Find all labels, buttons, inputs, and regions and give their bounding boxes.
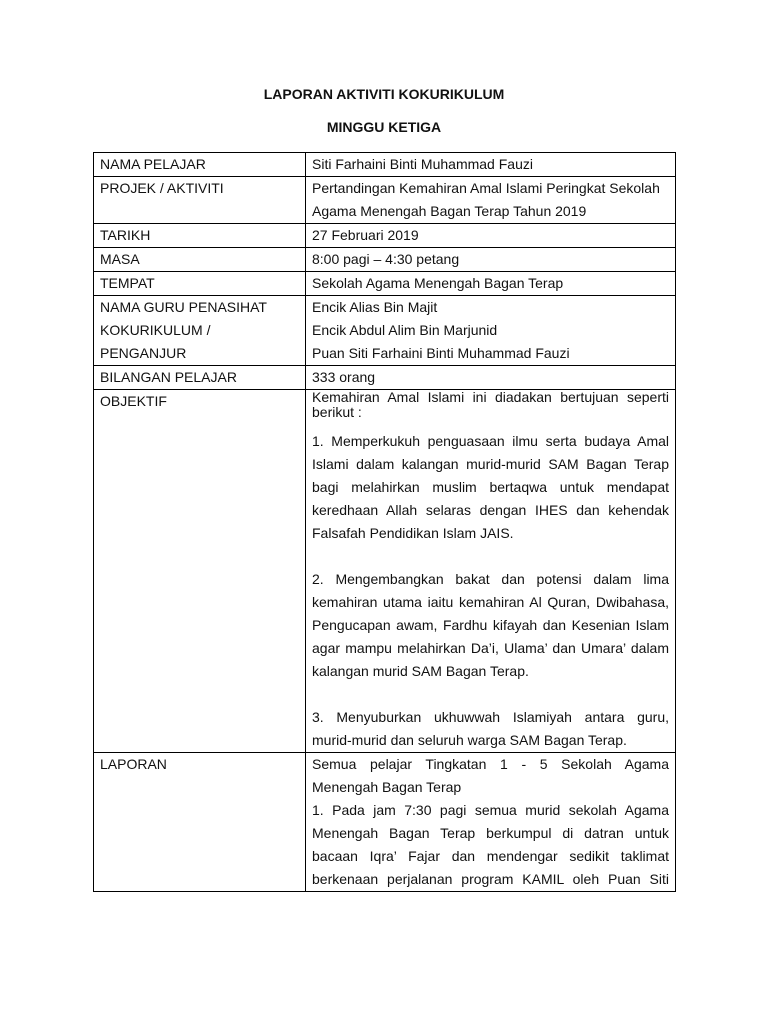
objektif-point-3	[312, 706, 669, 752]
value-tarikh: 27 Februari 2019	[306, 224, 676, 248]
label-bilangan: BILANGAN PELAJAR	[94, 366, 306, 390]
objektif-line: kemahiran utama iaitu kemahiran Al Quran, Dwibahasa,	[312, 594, 669, 610]
row-guru	[94, 296, 676, 366]
guru-name: Puan Siti Farhaini Binti Muhammad Fauzi	[312, 345, 570, 361]
page-subtitle: MINGGU KETIGA	[326, 119, 442, 135]
guru-label-line: NAMA GURU PENASIHAT	[100, 299, 267, 315]
objektif-line: murid-murid dan seluruh warga SAM Bagan Terap.	[312, 732, 627, 748]
spacer	[312, 545, 669, 568]
laporan-line: bacaan Iqra’ Fajar dan mendengar sedikit taklimat	[312, 848, 669, 864]
row-nama-pelajar	[94, 153, 676, 177]
laporan-line: Menengah Bagan Terap	[312, 779, 462, 795]
row-tempat	[94, 272, 676, 296]
objektif-line: Islami dalam kalangan murid-murid SAM Bagan Terap	[312, 456, 669, 472]
projek-line: Agama Menengah Bagan Terap Tahun 2019	[312, 203, 587, 219]
objektif-line: Falsafah Pendidikan Islam JAIS.	[312, 525, 514, 541]
value-guru	[306, 296, 676, 366]
value-tempat: Sekolah Agama Menengah Bagan Terap	[306, 272, 676, 296]
label-nama-pelajar: NAMA PELAJAR	[94, 153, 306, 177]
label-projek: PROJEK / AKTIVITI	[94, 177, 306, 224]
label-guru	[94, 296, 306, 366]
guru-label-line: PENGANJUR	[100, 345, 187, 361]
label-tarikh: TARIKH	[94, 224, 306, 248]
objektif-line: 3. Menyuburkan ukhuwwah Islamiyah antara guru,	[312, 709, 669, 725]
guru-name: Encik Abdul Alim Bin Marjunid	[312, 322, 498, 338]
page-title: LAPORAN AKTIVITI KOKURIKULUM	[263, 86, 505, 102]
objektif-intro-line: Kemahiran Amal Islami ini diadakan bertujuan seperti	[312, 389, 669, 405]
objektif-line: 2. Mengembangkan bakat dan potensi dalam lima	[312, 571, 669, 587]
label-masa: MASA	[94, 248, 306, 272]
objektif-line: agar mampu melahirkan Da’i, Ulama’ dan Umara’ dalam	[312, 640, 669, 656]
value-nama-pelajar: Siti Farhaini Binti Muhammad Fauzi	[306, 153, 676, 177]
row-tarikh	[94, 224, 676, 248]
value-projek	[306, 177, 676, 224]
laporan-line: berkenaan perjalanan program KAMIL oleh Puan Siti	[312, 871, 669, 887]
objektif-line: bagi melahirkan muslim bertaqwa untuk mendapat	[312, 479, 669, 495]
objektif-point-2	[312, 568, 669, 683]
objektif-line: Pengucapan awam, Fardhu kifayah dan Kesenian Islam	[312, 617, 669, 633]
laporan-line: 1. Pada jam 7:30 pagi semua murid sekolah Agama	[312, 802, 669, 818]
projek-line: Pertandingan Kemahiran Amal Islami Peringkat Sekolah	[312, 180, 660, 196]
row-laporan	[94, 753, 676, 892]
row-objektif	[94, 390, 676, 753]
objektif-line: 1. Memperkukuh penguasaan ilmu serta budaya Amal	[312, 433, 669, 449]
laporan-line: Menengah Bagan Terap berkumpul di datran untuk	[312, 825, 669, 841]
objektif-intro	[312, 390, 669, 420]
value-objektif	[306, 390, 676, 753]
spacer	[312, 420, 669, 430]
objektif-intro-line: berikut :	[312, 404, 362, 420]
label-laporan: LAPORAN	[94, 753, 306, 892]
value-masa: 8:00 pagi – 4:30 petang	[306, 248, 676, 272]
value-bilangan: 333 orang	[306, 366, 676, 390]
spacer	[312, 683, 669, 706]
objektif-point-1	[312, 430, 669, 545]
label-tempat: TEMPAT	[94, 272, 306, 296]
row-projek	[94, 177, 676, 224]
objektif-line: keredhaan Allah selaras dengan IHES dan kehendak	[312, 502, 669, 518]
report-table	[93, 152, 676, 892]
objektif-line: kalangan murid SAM Bagan Terap.	[312, 663, 529, 679]
row-masa	[94, 248, 676, 272]
row-bilangan	[94, 366, 676, 390]
guru-label-line: KOKURIKULUM /	[100, 322, 211, 338]
value-laporan	[306, 753, 676, 892]
label-objektif: OBJEKTIF	[94, 390, 306, 753]
guru-name: Encik Alias Bin Majit	[312, 299, 438, 315]
laporan-line: Semua pelajar Tingkatan 1 - 5 Sekolah Agama	[312, 756, 669, 772]
